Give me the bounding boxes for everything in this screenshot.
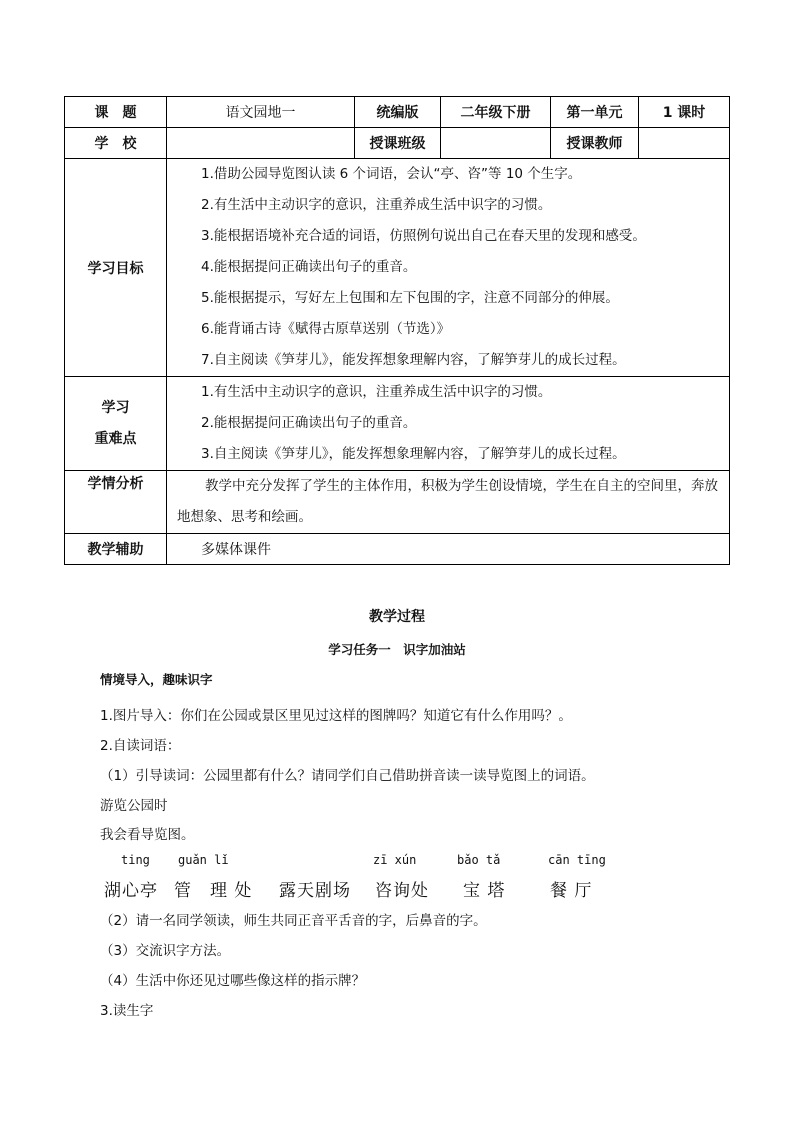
course-label: 课 题 xyxy=(65,97,167,128)
objective-item: 4.能根据提问正确读出句子的重音。 xyxy=(201,259,417,275)
key-points-label-line1: 学习 xyxy=(101,399,130,416)
pinyin-label: ting xyxy=(121,853,150,867)
edition: 统编版 xyxy=(355,97,441,128)
process-line: 1.图片导入：你们在公园或景区里见过这样的图牌吗？知道它有什么作用吗？。 xyxy=(100,708,572,724)
objective-item: 2.有生活中主动识字的意识，注重养成生活中识字的习惯。 xyxy=(201,197,552,213)
school-label: 学 校 xyxy=(65,128,167,159)
process-step: （2）请一名同学领读，师生共同正音平舌音的字，后鼻音的字。 xyxy=(100,913,487,929)
process-line: 游览公园时 xyxy=(100,798,168,814)
process-title: 教学过程 xyxy=(369,609,425,625)
aids-row xyxy=(65,534,730,565)
analysis-row xyxy=(65,471,730,534)
objective-item: 5.能根据提示，写好左上包围和左下包围的字，注意不同部分的伸展。 xyxy=(201,290,619,306)
process-step: 3.读生字 xyxy=(100,1003,154,1019)
school-row xyxy=(65,128,730,159)
analysis-label: 学情分析 xyxy=(65,471,167,534)
process-step: （3）交流识字方法。 xyxy=(100,943,231,959)
pinyin-label: bǎo tǎ xyxy=(457,853,501,867)
task-title: 学习任务一 识字加油站 xyxy=(328,642,466,657)
key-point-item: 3.自主阅读《笋芽儿》，能发挥想象理解内容，了解笋芽儿的成长过程。 xyxy=(201,446,626,462)
pinyin-label: cān tīng xyxy=(548,853,606,867)
process-line: 2.自读词语： xyxy=(100,738,181,754)
teacher-label: 授课教师 xyxy=(551,128,639,159)
process-step: （4）生活中你还见过哪些像这样的指示牌？ xyxy=(100,973,366,989)
grade: 二年级下册 xyxy=(441,97,551,128)
course-name: 语文园地一 xyxy=(167,97,355,128)
pinyin-label: guǎn lǐ xyxy=(178,853,229,867)
aids-text: 多媒体课件 xyxy=(167,534,730,565)
teacher-value xyxy=(639,128,730,159)
guide-word: 管 理 处 xyxy=(174,881,253,901)
guide-word: 露天剧场 xyxy=(279,881,351,901)
class-label: 授课班级 xyxy=(355,128,441,159)
class-value xyxy=(441,128,551,159)
section-heading: 情境导入，趣味识字 xyxy=(100,672,213,687)
objectives-row xyxy=(65,159,730,377)
guide-word: 湖心亭 xyxy=(104,881,158,901)
objective-item: 3.能根据语境补充合适的词语，仿照例句说出自己在春天里的发现和感受。 xyxy=(201,228,646,244)
objective-item: 6.能背诵古诗《赋得古原草送别（节选）》 xyxy=(201,321,451,337)
guide-word: 宝 塔 xyxy=(463,881,506,901)
process-line: （1）引导读词：公园里都有什么？请同学们自己借助拼音读一读导览图上的词语。 xyxy=(100,768,595,784)
objective-item: 7.自主阅读《笋芽儿》，能发挥想象理解内容，了解笋芽儿的成长过程。 xyxy=(201,352,626,368)
unit: 第一单元 xyxy=(551,97,639,128)
school-value xyxy=(167,128,355,159)
key-point-item: 1.有生活中主动识字的意识，注重养成生活中识字的习惯。 xyxy=(201,384,552,400)
key-points-label xyxy=(65,377,167,471)
process-line: 我会看导览图。 xyxy=(100,827,195,843)
guide-word: 餐 厅 xyxy=(550,881,593,901)
aids-label: 教学辅助 xyxy=(65,534,167,565)
key-points-list xyxy=(167,377,730,471)
objectives-list xyxy=(167,159,730,377)
lesson-info-table xyxy=(64,96,730,565)
objectives-label: 学习目标 xyxy=(65,159,167,377)
class-hours: 1 课时 xyxy=(639,97,730,128)
guide-word: 咨询处 xyxy=(375,881,429,901)
key-points-label-line2: 重难点 xyxy=(94,430,137,447)
key-points-row xyxy=(65,377,730,471)
analysis-text: 教学中充分发挥了学生的主体作用，积极为学生创设情境，学生在自主的空间里，奔放地想象、思考和绘画。 xyxy=(167,471,730,534)
objective-item: 1.借助公园导览图认读 6 个词语，会认“亭、咨”等 10 个生字。 xyxy=(201,166,582,182)
course-row xyxy=(65,97,730,128)
pinyin-label: zī xún xyxy=(373,853,417,867)
key-point-item: 2.能根据提问正确读出句子的重音。 xyxy=(201,415,417,431)
